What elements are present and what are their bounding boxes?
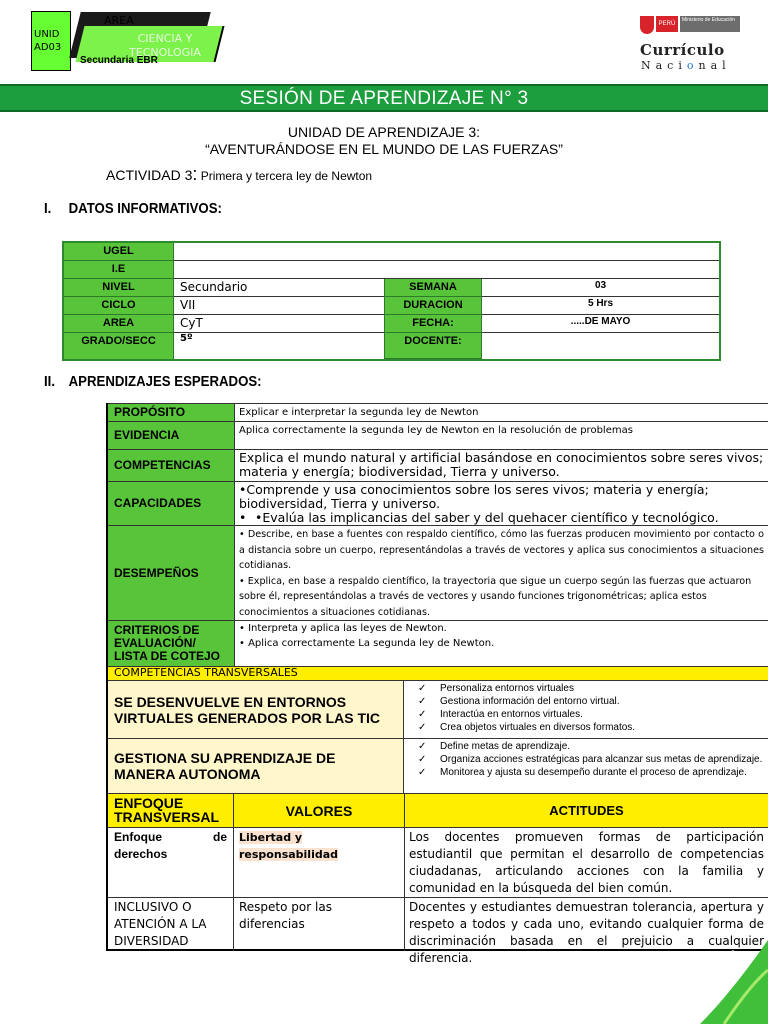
- row-gestiona: [108, 738, 768, 793]
- enfoque-name: INCLUSIVO O ATENCIÓN A LA DIVERSIDAD: [108, 898, 234, 951]
- capacidad-item: • •Evalúa las implicancias del saber y del quehacer científico y tecnológico.: [239, 510, 719, 525]
- gestiona-list: [404, 739, 768, 793]
- logo-title: Currículo: [640, 41, 725, 59]
- info-label: CICLO: [64, 297, 174, 315]
- row-value: Explica el mundo natural y artificial basándose en conocimientos sobre seres vivos; materia y energía; biodiversidad, Tierra y universo.: [239, 450, 764, 479]
- logo-ministry: Ministerio de Educación: [680, 16, 740, 32]
- info-value: Secundario: [174, 279, 384, 297]
- enfoque-row: [108, 827, 768, 897]
- gestiona-item: ✓ Organiza acciones estratégicas para alcanzar sus metas de aprendizaje.: [418, 754, 763, 765]
- info-value: 03: [482, 279, 719, 297]
- tic-list: [404, 681, 768, 738]
- capacidad-item: •Comprende y usa conocimientos sobre los seres vivos; materia y energía; biodiversidad, Tierra y universo.: [239, 482, 709, 511]
- row-label: EVIDENCIA: [108, 422, 235, 449]
- tic-item: ✓ Gestiona información del entorno virtual.: [418, 696, 620, 707]
- row-label: PROPÓSITO: [108, 404, 235, 421]
- valores-col-header: VALORES: [234, 794, 405, 827]
- unit-title: UNIDAD DE APRENDIZAJE 3:: [287, 124, 481, 140]
- criterio-item: • Interpreta y aplica las leyes de Newton.: [239, 623, 447, 634]
- section-aprendizajes-title: II. APRENDIZAJES ESPERADOS:: [44, 373, 262, 390]
- row-evidencia: [108, 421, 768, 449]
- learning-table: [106, 403, 768, 965]
- info-label: FECHA:: [384, 315, 482, 333]
- info-row-nivel: [64, 279, 719, 297]
- tic-item: ✓ Crea objetos virtuales en diversos formatos.: [418, 722, 636, 733]
- enfoque-name: Enfoque de derechos: [108, 828, 234, 897]
- row-label: CRITERIOS DE EVALUACIÓN/ LISTA DE COTEJO: [108, 621, 235, 666]
- info-value: [174, 243, 719, 261]
- info-value: CyT: [174, 315, 384, 333]
- transversal-header: COMPETENCIAS TRANSVERSALES: [108, 666, 768, 680]
- unit-code-box: [31, 11, 71, 71]
- check-icon: ✓: [418, 683, 427, 694]
- info-row-ie: [64, 261, 719, 279]
- gestiona-label: GESTIONA SU APRENDIZAJE DE MANERA AUTONOMA: [108, 739, 404, 793]
- info-value: 5º: [180, 333, 193, 344]
- desempeno-item: • Describe, en base a fuentes con respaldo científico, cómo las fuerzas producen movimiento por contacto o a distancia sobre un cuerpo, representándolas a través de vectores y aplica sus conocimientos a situaciones cotidianas.: [239, 529, 764, 571]
- area-label: AREA: [104, 14, 134, 27]
- gestiona-item: ✓ Monitorea y ajusta su desempeño durante el proceso de aprendizaje.: [418, 767, 747, 778]
- info-label: NIVEL: [64, 279, 174, 297]
- row-label: COMPETENCIAS: [108, 450, 235, 481]
- info-value: .....DE MAYO: [482, 315, 719, 333]
- row-desempenos: [108, 525, 768, 620]
- row-competencias: [108, 449, 768, 481]
- enfoque-valor: Libertad y responsabilidad: [234, 828, 405, 897]
- info-table: [62, 241, 721, 361]
- row-criterios: [108, 620, 768, 666]
- row-value: [235, 482, 768, 525]
- level-label: Secundaria EBR: [80, 55, 158, 66]
- logo-subtitle: Nacional: [641, 59, 731, 72]
- unit-code: UNID AD03: [34, 29, 62, 53]
- enfoque-actitud: Docentes y estudiantes demuestran tolerancia, apertura y respeto a todos y cada uno, evitando cualquier forma de discriminación basada en el prejuicio a cualquier diferencia.: [409, 900, 764, 965]
- gestiona-item: ✓ Define metas de aprendizaje.: [418, 741, 571, 752]
- section-datos-title: I. DATOS INFORMATIVOS:: [44, 200, 222, 217]
- tic-label: SE DESENVUELVE EN ENTORNOS VIRTUALES GENERADOS POR LAS TIC: [108, 681, 404, 738]
- actitudes-col-header: ACTITUDES: [549, 803, 624, 818]
- info-row-ugel: [64, 243, 719, 261]
- page-number: 1: [726, 946, 740, 973]
- unit-name: “AVENTURÁNDOSE EN EL MUNDO DE LAS FUERZAS”: [205, 141, 563, 157]
- row-tic: [108, 680, 768, 738]
- info-label: SEMANA: [384, 279, 482, 297]
- check-icon: ✓: [418, 709, 427, 720]
- logo-peru: PERÚ: [656, 16, 678, 32]
- info-row-ciclo: [64, 297, 719, 315]
- info-value: 5 Hrs: [482, 297, 719, 315]
- check-icon: ✓: [418, 754, 427, 765]
- row-label: DESEMPEÑOS: [108, 526, 235, 620]
- info-label: DOCENTE:: [384, 333, 482, 359]
- enfoque-header-row: [108, 793, 768, 827]
- check-icon: ✓: [418, 722, 427, 733]
- activity-title: ACTIVIDAD 3: Primera y tercera ley de Newton: [106, 164, 373, 184]
- row-value: [235, 526, 768, 620]
- info-label: AREA: [64, 315, 174, 333]
- tic-item: ✓ Interactúa en entornos virtuales.: [418, 709, 583, 720]
- row-proposito: [108, 403, 768, 421]
- check-icon: ✓: [418, 696, 427, 707]
- info-label: DURACION: [384, 297, 482, 315]
- info-row-grado: [64, 333, 719, 359]
- enfoque-valor: Respeto por las diferencias: [234, 898, 405, 951]
- info-value: [482, 333, 719, 359]
- info-label: UGEL: [64, 243, 174, 261]
- row-value: [235, 621, 768, 666]
- info-value: VII: [174, 297, 384, 315]
- session-title: SESIÓN DE APRENDIZAJE N° 3: [0, 84, 768, 112]
- row-value: Aplica correctamente la segunda ley de Newton en la resolución de problemas: [239, 425, 633, 436]
- row-value: Explicar e interpretar la segunda ley de Newton: [239, 407, 479, 418]
- enfoque-row: [108, 897, 768, 965]
- curriculo-nacional-logo: [640, 14, 744, 70]
- row-capacidades: [108, 481, 768, 525]
- info-label: I.E: [64, 261, 174, 279]
- row-label: CAPACIDADES: [108, 482, 235, 525]
- info-value: [174, 261, 719, 279]
- info-row-area: [64, 315, 719, 333]
- desempeno-item: • Explica, en base a respaldo científico, la trayectoria que sigue un cuerpo según las fuerzas que actuaron sobre él, representándolas a través de vectores y usando funciones trigonométricas; aplica estos conocimientos a situaciones cotidianas.: [239, 575, 752, 618]
- peru-shield-icon: [640, 16, 654, 34]
- check-icon: ✓: [418, 767, 427, 778]
- enfoque-col-header: ENFOQUE TRANSVERSAL: [108, 794, 234, 827]
- check-icon: ✓: [418, 741, 427, 752]
- tic-item: ✓ Personaliza entornos virtuales: [418, 683, 574, 694]
- info-label: GRADO/SECC: [64, 333, 174, 359]
- criterio-item: • Aplica correctamente La segunda ley de Newton.: [239, 638, 495, 649]
- area-name: CIENCIA Y TECNOLOGIA: [129, 32, 201, 59]
- enfoque-actitud: Los docentes promueven formas de participación estudiantil que permitan el desarrollo de competencias ciudadanas, articulando acciones con la familia y comunidad en la búsqueda del bien común.: [409, 830, 764, 895]
